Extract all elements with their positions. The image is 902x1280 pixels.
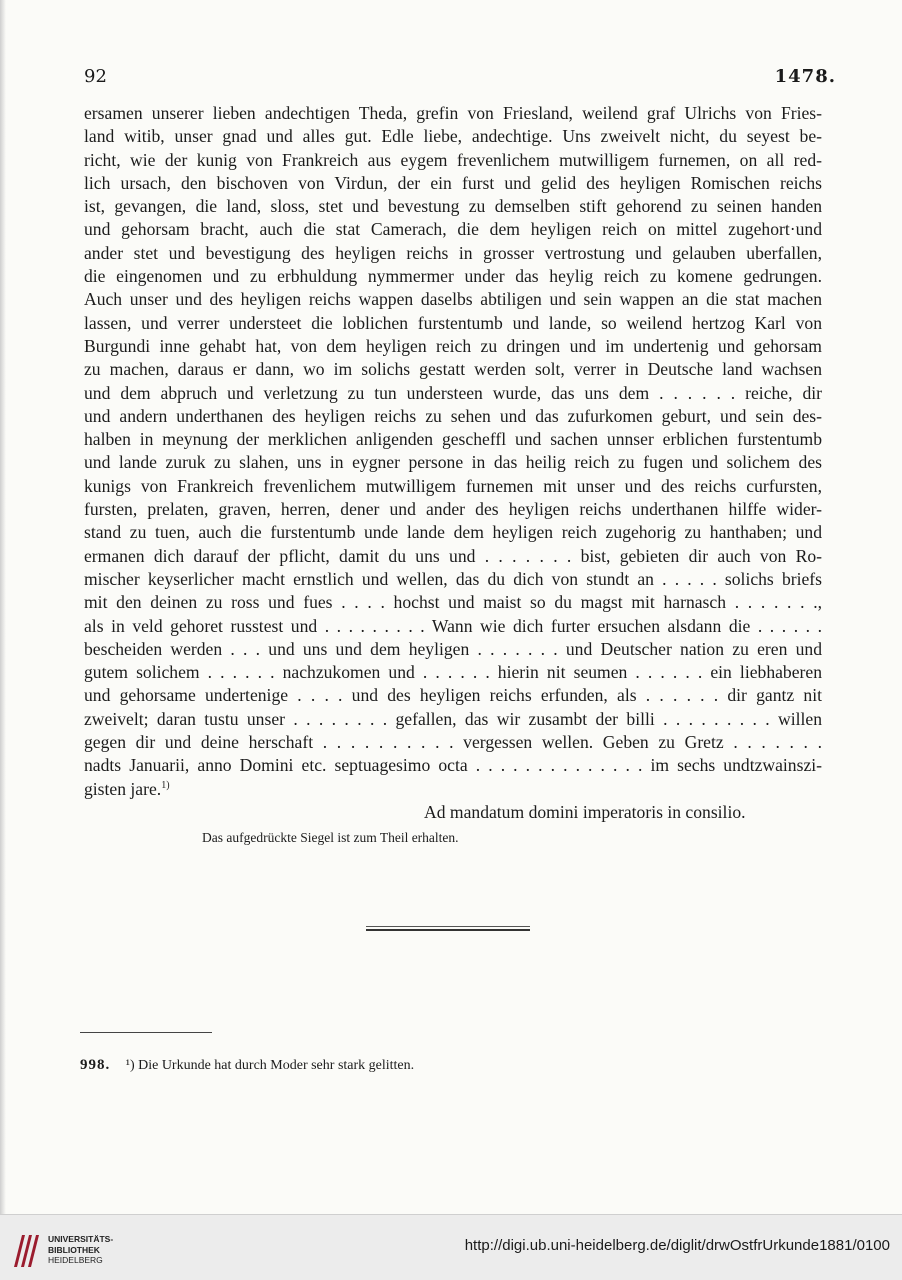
page-url-link[interactable]: http://digi.ub.uni-heidelberg.de/diglit/drwOstfrUrkunde1881/0100 xyxy=(464,1237,890,1254)
body-line: Burgundi inne gehabt hat, von dem heyligen reich zu dringen und im undertenig und gehorsam xyxy=(84,335,822,356)
body-line: halben in meynung der merklichen anligenden gescheffl und sachen unnser erblichen furstentumb xyxy=(84,429,822,450)
body-line: kunigs von Frankreich frevenlichem mutwilligem furnemen mit unser und des reichs curfursten, xyxy=(84,475,822,496)
document-body-text xyxy=(84,102,822,801)
footnote-separator xyxy=(80,1032,212,1033)
body-line: und lande zuruk zu slahen, uns in eygner persone in das heilig reich zu fugen und solichem des xyxy=(84,452,822,473)
body-line: mit den deinen zu ross und fues . . . . hochst und maist so du magst mit harnasch . . . . . . ., xyxy=(84,592,822,613)
running-head xyxy=(84,66,836,94)
body-line: als in veld gehoret russtest und . . . . . . . . . Wann wie dich furter ersuchen alsdann die . . . . . . xyxy=(84,615,822,636)
body-line: und gehorsam bracht, auch die stat Camerach, die dem heyligen reich on mittel zugehort·und xyxy=(84,219,822,240)
body-line: und andern underthanen des heyligen reichs zu sehen und das zufurkomen geburt, und sein des- xyxy=(84,405,822,426)
body-line: ermanen dich darauf der pflicht, damit du uns und . . . . . . . bist, gebieten dir auch von Ro- xyxy=(84,545,822,566)
body-line: gisten jare.$^{1)}$ xyxy=(84,778,170,799)
body-line: die eingenomen und zu erbhuldung nymmermer under das heylig reich zu komene gedrungen. xyxy=(84,266,822,287)
body-line: ersamen unserer lieben andechtigen Theda, grefin von Friesland, weilend graf Ulrichs von Fries- xyxy=(84,103,822,123)
library-logo-icon xyxy=(10,1233,44,1269)
footnote-text: ¹) Die Urkunde hat durch Moder sehr stark gelitten. xyxy=(125,1058,415,1073)
body-line: ist, gevangen, die land, sloss, stet und bevestung zu demselben stift gehorend zu seinen handen xyxy=(84,196,822,217)
library-logo[interactable] xyxy=(10,1233,120,1269)
body-line: und dem abpruch und verletzung zu tun understeen wurde, das uns dem . . . . . . reiche, dir xyxy=(84,382,822,403)
body-line: stand zu tuen, auch die furstentumb unde lande dem heyligen reich zugehorig zu hanthaben; und xyxy=(84,522,822,543)
body-line: lich ursach, den bischoven von Virdun, der ein furst und gelid des heyligen Romischen reichs xyxy=(84,172,822,193)
body-line: nadts Januarii, anno Domini etc. septuagesimo octa . . . . . . . . . . . . . . im sechs undtzwainszi- xyxy=(84,755,822,776)
body-line: ander stet und bevestigung des heyligen reichs in grosser vertrostung und gelauben uberfallen, xyxy=(84,242,822,263)
ornamental-divider xyxy=(366,926,530,932)
page-edge-shadow xyxy=(0,0,6,1214)
viewer-footer-bar xyxy=(0,1214,902,1280)
library-logo-text: UNIVERSITÄTS- BIBLIOTHEK HEIDELBERG xyxy=(48,1234,114,1265)
footnote xyxy=(80,1057,414,1074)
header-year: 1478. xyxy=(774,66,836,87)
footnote-document-number: 998. xyxy=(80,1057,111,1073)
body-line: mischer keyserlicher macht ernstlich und wellen, das du dich von stundt an . . . . . solichs briefs xyxy=(84,568,822,589)
seal-note: Das aufgedrückte Siegel ist zum Theil erhalten. xyxy=(202,830,459,845)
body-line: land witib, unser gnad und alles gut. Edle liebe, andechtige. Uns zweivelt nicht, du seyest be- xyxy=(84,126,822,147)
page-number: 92 xyxy=(84,66,107,87)
body-line: und gehorsame undertenige . . . . und des heyligen reichs erfunden, als . . . . . . dir gantz nit xyxy=(84,685,822,706)
body-line: gegen dir und deine herschaft . . . . . . . . . . vergessen wellen. Geben zu Gretz . . . . . . . xyxy=(84,732,822,753)
signature-line: Ad mandatum domini imperatoris in consilio. xyxy=(424,802,746,822)
body-line: gutem solichem . . . . . . nachzukomen und . . . . . . hierin nit seumen . . . . . . ein liebhaberen xyxy=(84,662,822,683)
body-line: Auch unser und des heyligen reichs wappen daselbs abtiligen und sein wappen an die stat machen xyxy=(84,289,822,310)
body-line: richt, wie der kunig von Frankreich aus eygem frevenlichem mutwilligem furnemen, on all red- xyxy=(84,149,822,170)
body-line: lassen, und verrer understeet die loblichen furstentumb und lande, so weilend hertzog Karl von xyxy=(84,312,822,333)
footnote-reference: 1) xyxy=(161,779,170,791)
body-line: zweivelt; daran tustu unser . . . . . . . . gefallen, das wir zusambt der billi . . . . . . . . . willen xyxy=(84,708,822,729)
body-line: fursten, prelaten, graven, herren, dener und ander des heyligen reichs underthanen hilffe wider- xyxy=(84,499,822,520)
body-line: bescheiden werden . . . und uns und dem heyligen . . . . . . . und Deutscher nation zu eren und xyxy=(84,638,822,659)
body-line: zu machen, daraus er dann, wo im solichs gestatt werden solt, verrer in Deutsche land wachsen xyxy=(84,359,822,380)
